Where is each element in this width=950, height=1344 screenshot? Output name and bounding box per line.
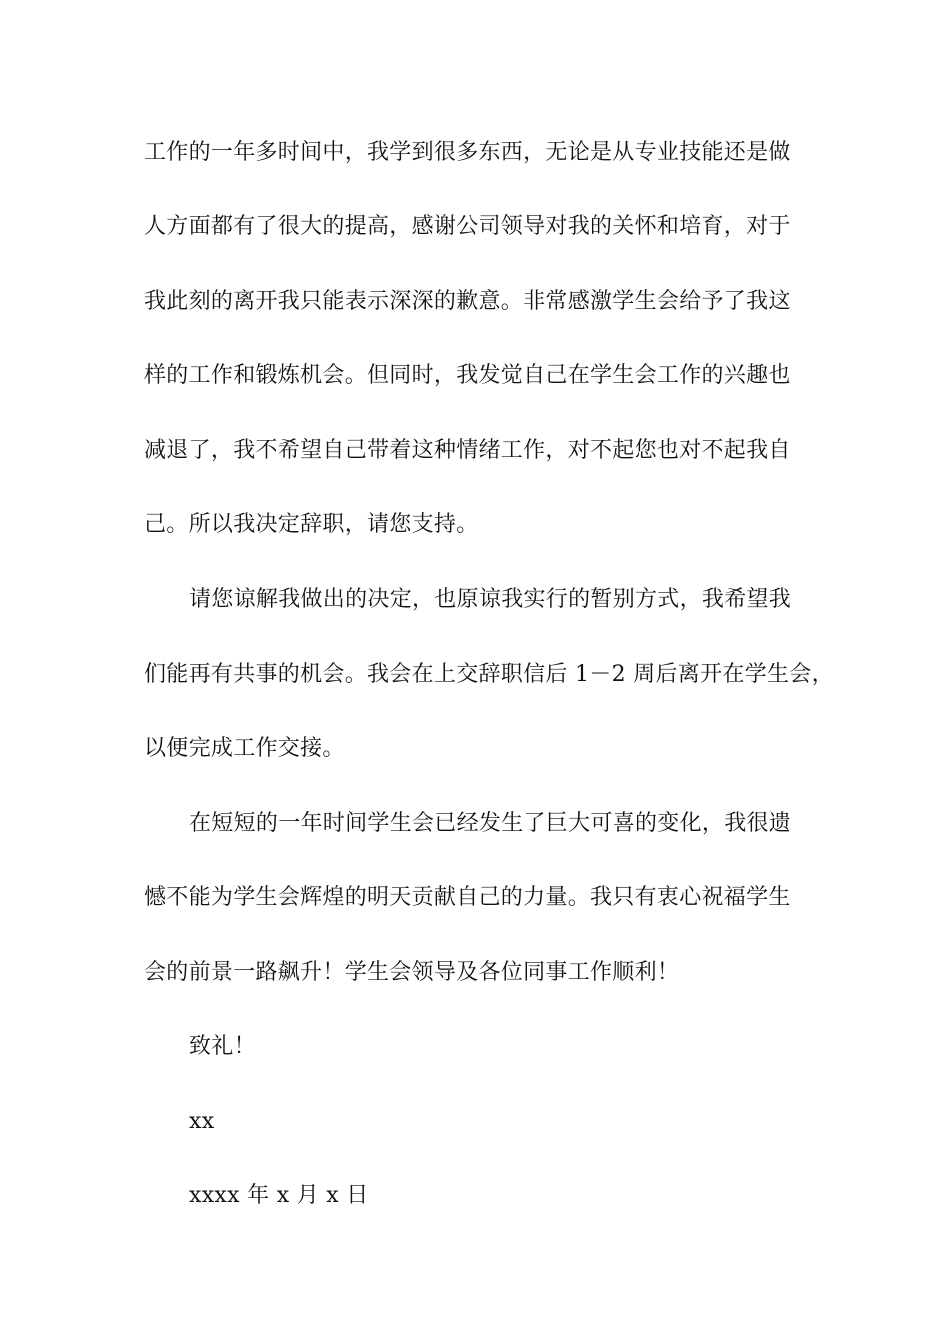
closing-salutation: 致礼！	[189, 1034, 256, 1059]
paragraph-line: 我此刻的离开我只能表示深深的歉意。非常感激学生会给予了我这	[144, 289, 791, 314]
paragraph-line: 己。所以我决定辞职，请您支持。	[144, 512, 479, 537]
paragraph-line: 会的前景一路飙升！学生会领导及各位同事工作顺利！	[144, 960, 680, 985]
signature-date: xxxx 年 x 月 x 日	[189, 1183, 369, 1208]
signature-name: xx	[189, 1109, 215, 1134]
paragraph-line: 憾不能为学生会辉煌的明天贡献自己的力量。我只有衷心祝福学生	[144, 885, 791, 910]
paragraph-line: 在短短的一年时间学生会已经发生了巨大可喜的变化，我很遗	[189, 811, 792, 836]
paragraph-line: 减退了，我不希望自己带着这种情绪工作，对不起您也对不起我自	[144, 438, 791, 463]
paragraph-line: 样的工作和锻炼机会。但同时，我发觉自己在学生会工作的兴趣也	[144, 363, 791, 388]
paragraph-line: 以便完成工作交接。	[144, 736, 345, 761]
paragraph-line: 人方面都有了很大的提高，感谢公司领导对我的关怀和培育，对于	[144, 214, 791, 239]
paragraph-line: 们能再有共事的机会。我会在上交辞职信后 1－2 周后离开在学生会，	[144, 662, 834, 687]
paragraph-line: 请您谅解我做出的决定，也原谅我实行的暂别方式，我希望我	[189, 587, 792, 612]
paragraph-line: 工作的一年多时间中，我学到很多东西，无论是从专业技能还是做	[144, 140, 791, 165]
